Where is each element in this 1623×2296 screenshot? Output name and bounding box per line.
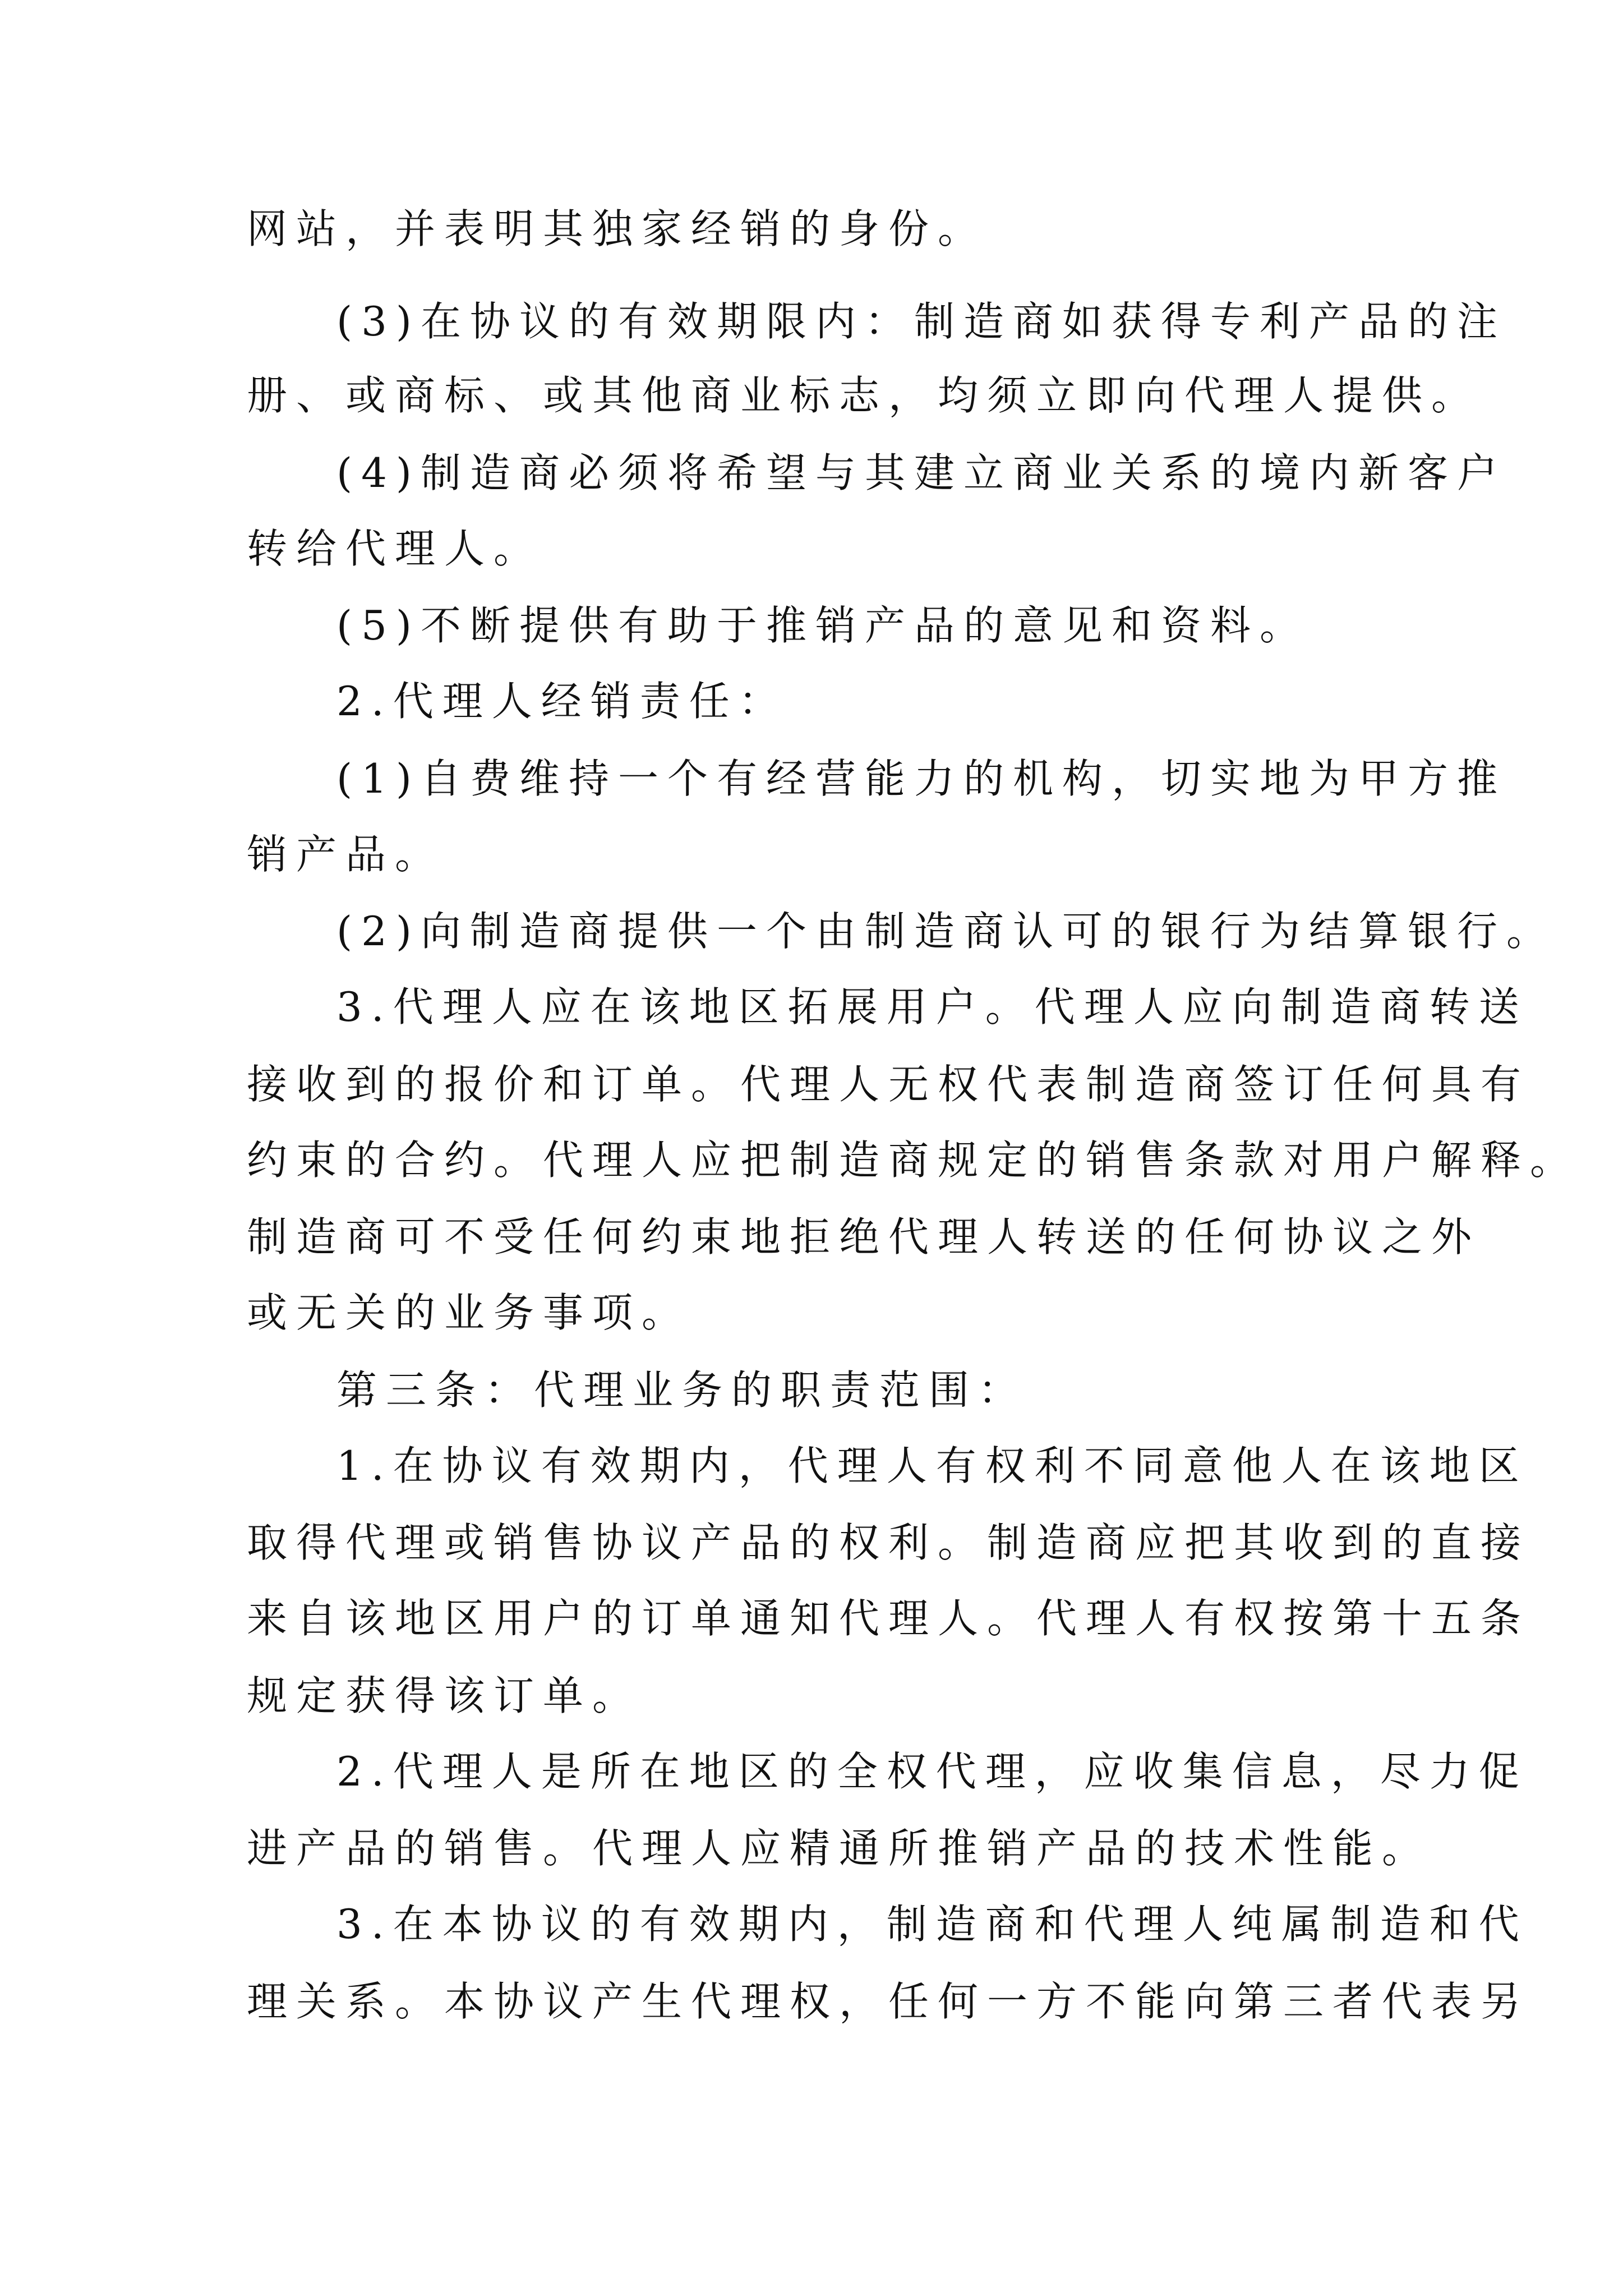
text-line-10: (2)向制造商提供一个由制造商认可的银行为结算银行。 <box>336 908 1556 955</box>
text-line-23: 3.在本协议的有效期内，制造商和代理人纯属制造和代 <box>336 1901 1528 1948</box>
text-line-15: 或无关的业务事项。 <box>247 1289 691 1336</box>
text-line-18: 取得代理或销售协议产品的权利。制造商应把其收到的直接 <box>247 1519 1530 1566</box>
text-line-8: (1)自费维持一个有经营能力的机构，切实地为甲方推 <box>336 755 1506 802</box>
text-line-16: 第三条：代理业务的职责范围： <box>336 1366 1028 1414</box>
text-line-9: 销产品。 <box>247 831 445 878</box>
text-line-12: 接收到的报价和订单。代理人无权代表制造商签订任何具有 <box>247 1061 1530 1108</box>
text-line-22: 进产品的销售。代理人应精通所推销产品的技术性能。 <box>247 1825 1432 1872</box>
text-line-19: 来自该地区用户的订单通知代理人。代理人有权按第十五条 <box>247 1595 1530 1642</box>
text-line-2: (3)在协议的有效期限内：制造商如获得专利产品的注 <box>336 298 1506 345</box>
text-line-21: 2.代理人是所在地区的全权代理，应收集信息，尽力促 <box>336 1748 1528 1795</box>
text-line-24: 理关系。本协议产生代理权，任何一方不能向第三者代表另 <box>247 1978 1530 2025</box>
text-line-6: (5)不断提供有助于推销产品的意见和资料。 <box>336 602 1309 649</box>
text-line-14: 制造商可不受任何约束地拒绝代理人转送的任何协议之外 <box>247 1213 1481 1260</box>
text-line-1: 网站，并表明其独家经销的身份。 <box>247 205 988 252</box>
text-line-3: 册、或商标、或其他商业标志，均须立即向代理人提供。 <box>247 372 1481 419</box>
text-line-20: 规定获得该订单。 <box>247 1672 642 1719</box>
text-line-5: 转给代理人。 <box>247 525 543 572</box>
text-line-17: 1.在协议有效期内，代理人有权利不同意他人在该地区 <box>336 1442 1528 1489</box>
text-line-4: (4)制造商必须将希望与其建立商业关系的境内新客户 <box>336 449 1506 496</box>
text-line-7: 2.代理人经销责任： <box>336 678 788 725</box>
text-line-11: 3.代理人应在该地区拓展用户。代理人应向制造商转送 <box>336 983 1528 1030</box>
text-line-13: 约束的合约。代理人应把制造商规定的销售条款对用户解释。 <box>247 1137 1580 1184</box>
